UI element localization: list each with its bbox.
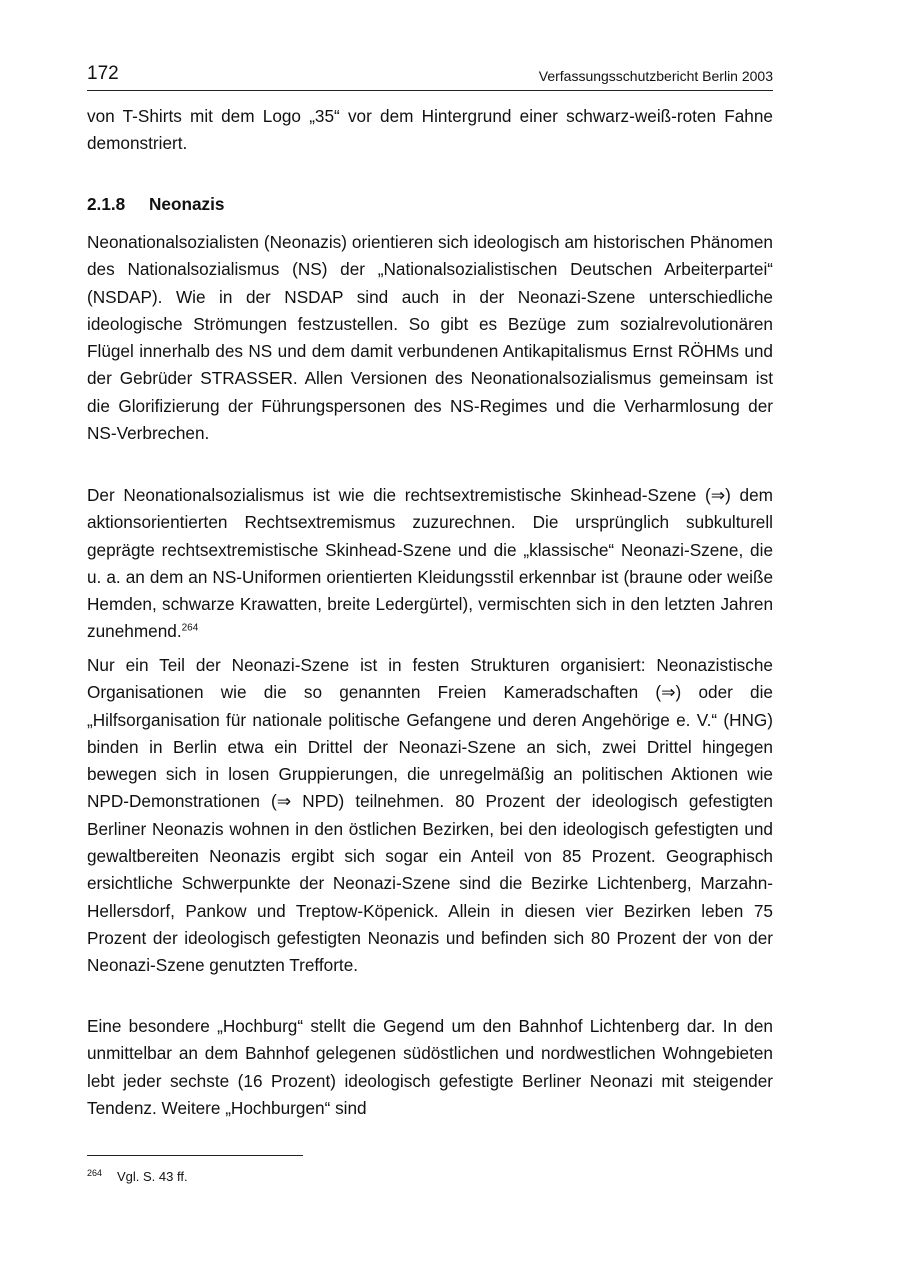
footnote-text: Vgl. S. 43 ff.: [117, 1169, 188, 1184]
footnote: 264 Vgl. S. 43 ff.: [87, 1167, 188, 1184]
body-paragraph-2: [87, 482, 773, 646]
body-paragraph-4: Eine besondere „Hochburg“ stellt die Gegend um den Bahnhof Lichtenberg dar. In den unmittelbar an dem Bahnhof gelegenen südöstlichen und nordwestlichen Wohngebieten lebt jeder sechste (16 Prozent) ideologisch gefestigte Berliner Neonazi mit steigender Tendenz. Weitere „Hochburgen“ sind: [87, 1016, 773, 1118]
running-title: Verfassungsschutzbericht Berlin 2003: [538, 68, 773, 84]
page-number: 172: [87, 63, 119, 84]
body-paragraph-3: Nur ein Teil der Neonazi-Szene ist in festen Strukturen organisiert: Neonazistische Organisationen wie die so genannten Freien Kameradschaften (⇒) oder die „Hilfsorganisation für nationale politische Gefangene und deren Angehörige e. V.“ (HNG) binden in Berlin etwa ein Drittel der Neonazi-Szene an sich, zwei Drittel hingegen bewegen sich in losen Gruppierungen, die unregelmäßig an politischen Aktionen wie NPD-Demonstrationen (⇒ NPD) teilnehmen. 80 Prozent der ideologisch gefestigten Berliner Neonazis wohnen in den östlichen Bezirken, bei den ideologisch gefestigten und gewaltbereiten Neonazis ergibt sich sogar ein Anteil von 85 Prozent. Geographisch ersichtliche Schwerpunkte der Neonazi-Szene sind die Bezirke Lichtenberg, Marzahn-Hellersdorf, Pankow und Treptow-Köpenick. Allein in diesen vier Bezirken leben 75 Prozent der ideologisch gefestigten Neonazis und befinden sich 80 Prozent der von der Neonazi-Szene genutzten Trefforte.: [87, 655, 773, 976]
section-heading: [87, 192, 224, 216]
page-header: [87, 60, 773, 91]
continuation-paragraph: von T-Shirts mit dem Logo „35“ vor dem Hintergrund einer schwarz-weiß-roten Fahne demonstriert.: [87, 106, 773, 154]
section-number: 2.1.8: [87, 194, 126, 214]
footnote-reference[interactable]: 264: [181, 622, 199, 634]
footnote-divider: [87, 1155, 303, 1156]
section-title: Neonazis: [149, 194, 225, 214]
body-paragraph-2-text: Der Neonationalsozialismus ist wie die rechtsextremistische Skinhead-Szene (⇒) dem aktionsorientierten Rechtsextremismus zuzurechnen. Die ursprünglich subkulturell geprägte rechtsextremistische Skinhead-Szene und die „klassische“ Neonazi-Szene, die u. a. an dem an NS-Uniformen orientierten Kleidungsstil erkennbar ist (braune oder weiße Hemden, schwarze Krawatten, breite Ledergürtel), vermischten sich in den letzten Jahren zunehmend.: [87, 485, 773, 642]
body-paragraph-1: Neonationalsozialisten (Neonazis) orientieren sich ideologisch am historischen Phänomen des Nationalsozialismus (NS) der „Nationalsozialistischen Deutschen Arbeiterpartei“ (NSDAP). Wie in der NSDAP sind auch in der Neonazi-Szene unterschiedliche ideologische Strömungen festzustellen. So gibt es Bezüge zum sozialrevolutionären Flügel innerhalb des NS und dem damit verbundenen Antikapitalismus Ernst RÖHMs und der Gebrüder STRASSER. Allen Versionen des Neonationalsozialismus gemeinsam ist die Glorifizierung der Führungspersonen des NS-Regimes und die Verharmlosung der NS-Verbrechen.: [87, 232, 773, 444]
